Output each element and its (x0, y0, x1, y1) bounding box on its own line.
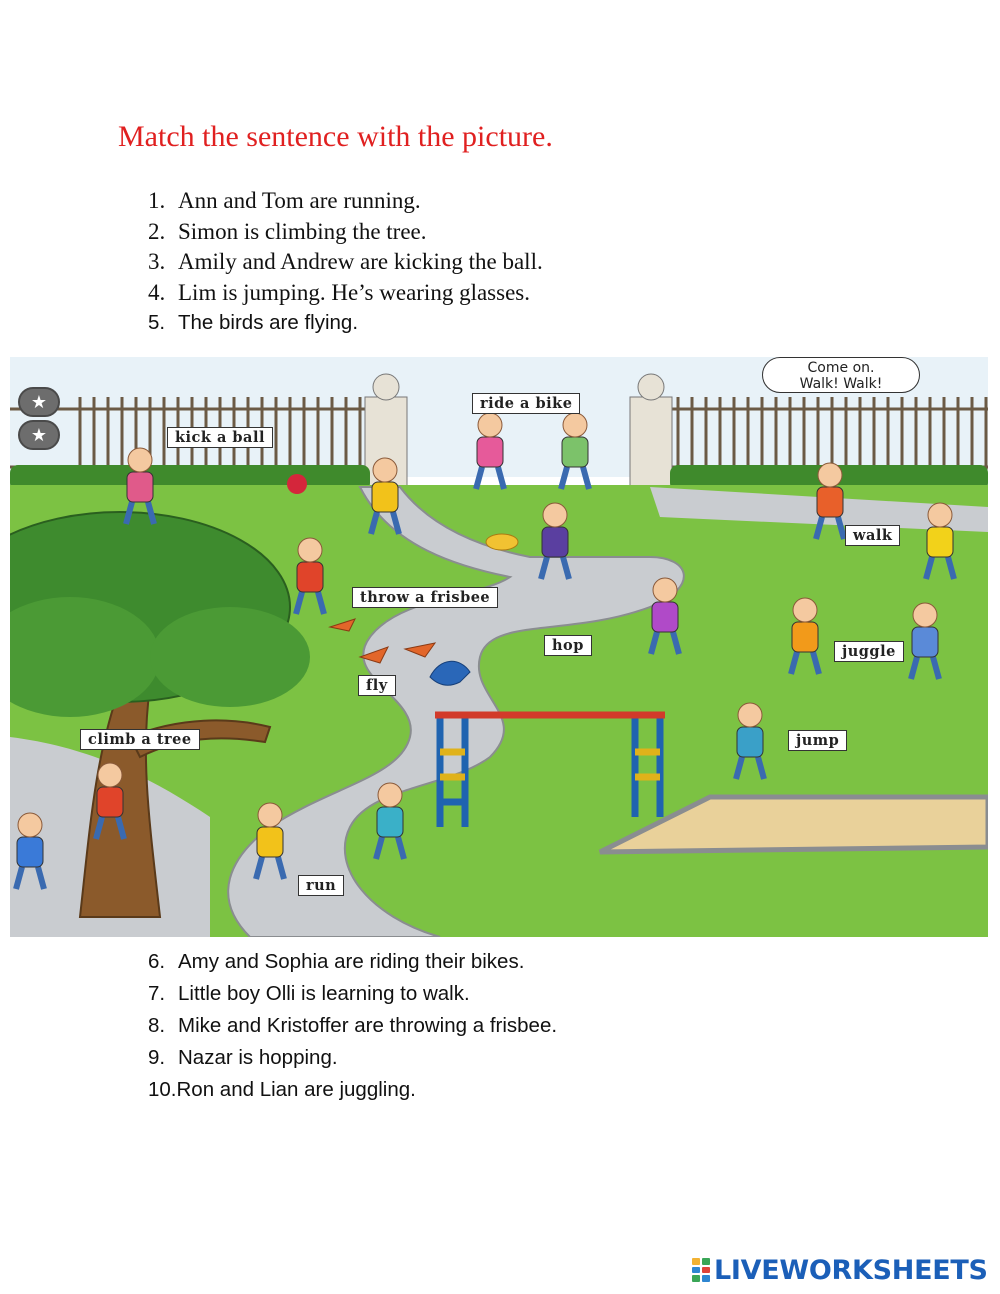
speech-bubble-line: Come on. (807, 360, 875, 376)
item-number: 3. (148, 249, 166, 274)
list-item (148, 946, 557, 978)
item-text: Amily and Andrew are kicking the ball. (178, 249, 543, 274)
item-text: Simon is climbing the tree. (178, 218, 427, 244)
list-item (148, 247, 543, 278)
label-hop: hop (544, 635, 592, 656)
speech-bubble-line: Walk! Walk! (799, 376, 883, 392)
liveworksheets-logo[interactable] (692, 1253, 988, 1287)
list-item (148, 1042, 557, 1074)
item-number: 7. (148, 982, 166, 1005)
label-walk: walk (845, 525, 900, 546)
item-text: Lim is jumping. He’s wearing glasses. (178, 279, 530, 305)
label-juggle: juggle (834, 641, 904, 662)
list-item (148, 217, 543, 248)
item-text: Amy and Sophia are riding their bikes. (178, 950, 525, 973)
list-item (148, 186, 543, 217)
list-item (148, 308, 543, 339)
sentence-list-bottom (148, 946, 557, 1106)
item-text: Mike and Kristoffer are throwing a frisbee. (178, 1014, 558, 1037)
item-number: 1. (148, 188, 166, 213)
speech-bubble (762, 357, 920, 393)
label-fly: fly (358, 675, 396, 696)
list-item (148, 978, 557, 1010)
label-jump: jump (788, 730, 847, 751)
park-scene-illustration (10, 357, 988, 937)
item-text: Ann and Tom are running. (178, 188, 421, 213)
list-item (148, 1074, 557, 1106)
logo-text: LIVEWORKSHEETS (714, 1254, 988, 1286)
item-number: 10. (148, 1078, 177, 1101)
item-text: Nazar is hopping. (178, 1046, 338, 1069)
star-button[interactable]: ★ (18, 387, 60, 417)
label-throw-a-frisbee: throw a frisbee (352, 587, 498, 608)
item-number: 2. (148, 218, 166, 244)
list-item (148, 1010, 557, 1042)
sentence-list-top (148, 186, 543, 339)
label-kick-a-ball: kick a ball (167, 427, 273, 448)
item-text: Little boy Olli is learning to walk. (178, 982, 470, 1005)
item-number: 5. (148, 311, 166, 334)
item-text: The birds are flying. (178, 311, 359, 334)
worksheet-title: Match the sentence with the picture. (118, 120, 553, 153)
item-number: 9. (148, 1046, 166, 1069)
star-button[interactable]: ★ (18, 420, 60, 450)
list-item (148, 278, 543, 309)
label-climb-a-tree: climb a tree (80, 729, 200, 750)
item-text: Ron and Lian are juggling. (176, 1078, 416, 1101)
item-number: 6. (148, 950, 166, 973)
label-run: run (298, 875, 344, 896)
item-number: 8. (148, 1014, 166, 1037)
liveworksheets-logo-icon (692, 1258, 710, 1282)
item-number: 4. (148, 279, 166, 305)
label-ride-a-bike: ride a bike (472, 393, 580, 414)
